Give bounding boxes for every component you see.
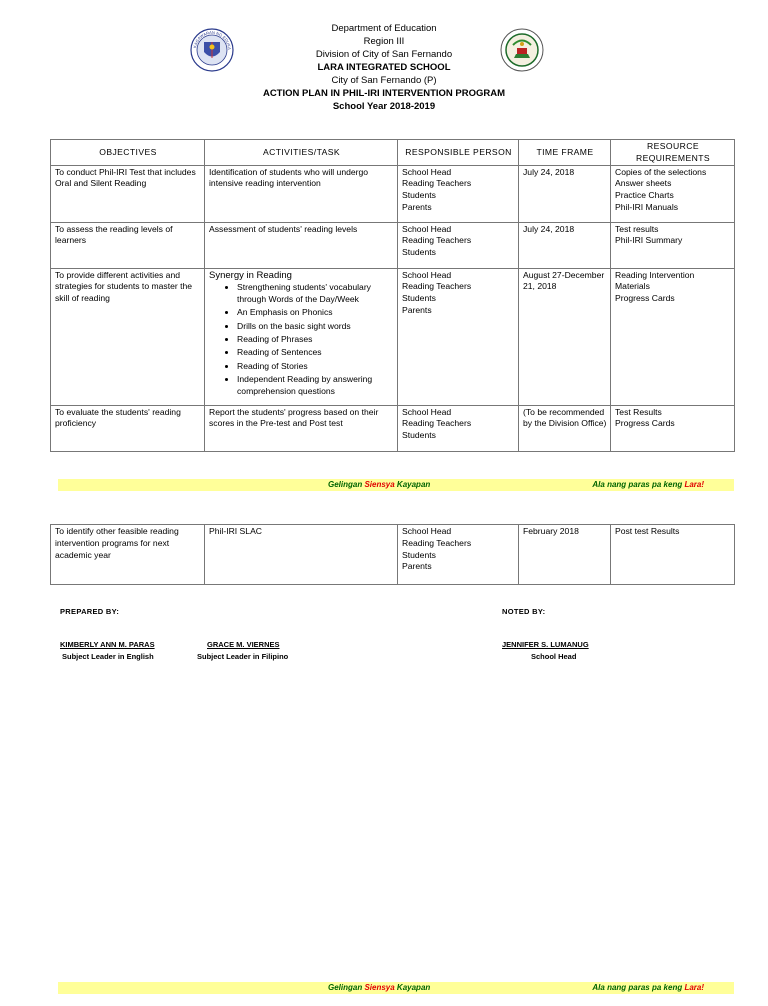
resource-item: Phil-IRI Manuals	[615, 201, 679, 212]
resources-cell	[611, 268, 735, 405]
table-row	[51, 222, 735, 268]
persons-cell	[398, 405, 519, 451]
division-line: Division of City of San Fernando	[315, 49, 453, 60]
footer-motto-part: Gelingan	[328, 983, 365, 992]
footer-slogan-part: Ala nang paras pa keng	[592, 480, 685, 489]
person-item: Reading Teachers	[402, 418, 472, 429]
footer-slogan-part: Ala nang paras pa keng	[592, 983, 685, 992]
signatory-name: GRACE M. VIERNES	[207, 640, 280, 649]
resource-item: Test results	[615, 223, 659, 234]
person-item: School Head	[402, 166, 452, 177]
noted-by-label: NOTED BY:	[502, 607, 546, 616]
resources-cell	[611, 165, 735, 222]
person-item: Parents	[402, 201, 432, 212]
objective-cell: To identify other feasible reading intervention programs for next academic year	[51, 525, 205, 585]
signatory-role: Subject Leader in English	[62, 652, 154, 661]
school-name: LARA INTEGRATED SCHOOL	[317, 62, 451, 73]
activity-cell: Assessment of students' reading levels	[205, 222, 398, 268]
document-header	[0, 22, 768, 113]
activity-bullet: • Independent Reading by answering comprehension questions	[237, 374, 394, 398]
signatory-role: School Head	[531, 652, 577, 661]
activity-bullet: • Reading of Sentences	[237, 347, 394, 359]
resource-item: Practice Charts	[615, 190, 674, 201]
document-title: ACTION PLAN IN PHIL-IRI INTERVENTION PROGRAM	[262, 88, 506, 99]
footer-slogan	[592, 480, 704, 489]
footer-motto	[328, 480, 430, 489]
signatory-name: JENNIFER S. LUMANUG	[502, 640, 589, 649]
persons-cell	[398, 525, 519, 585]
footer-motto-part: Kayapan	[394, 983, 431, 992]
person-item: School Head	[402, 223, 452, 234]
page-footer-band	[58, 982, 734, 994]
time-cell: July 24, 2018	[519, 165, 611, 222]
person-item: School Head	[402, 269, 452, 280]
footer-motto-accent: Siensya	[364, 480, 395, 489]
objective-cell: To assess the reading levels of learners	[51, 222, 205, 268]
deped-seal-icon	[190, 28, 234, 72]
region-line: Region III	[363, 36, 405, 47]
activity-bullet: • Reading of Phrases	[237, 334, 394, 346]
action-plan-table-continued	[50, 524, 735, 585]
resources-cell	[611, 525, 735, 585]
header-activities: ACTIVITIES/TASK	[205, 140, 398, 166]
objective-cell: To conduct Phil-IRI Test that includes Oral and Silent Reading	[51, 165, 205, 222]
activity-bullet-list	[209, 282, 394, 397]
person-item: Students	[402, 549, 436, 560]
footer-slogan-accent: Lara!	[684, 480, 704, 489]
objective-cell: To provide different activities and strategies for students to master the skill of reading	[51, 268, 205, 405]
footer-slogan-accent: Lara!	[684, 983, 704, 992]
city-line: City of San Fernando (P)	[331, 75, 437, 86]
signatory-name: KIMBERLY ANN M. PARAS	[60, 640, 155, 649]
resource-item: Post test Results	[615, 526, 680, 536]
resource-item: Progress Cards	[615, 293, 675, 304]
resources-cell	[611, 405, 735, 451]
header-objectives: OBJECTIVES	[51, 140, 205, 166]
table-row	[51, 268, 735, 405]
time-cell: August 27-December 21, 2018	[519, 268, 611, 405]
table-row	[51, 525, 735, 585]
table-row	[51, 165, 735, 222]
header-time-frame: TIME FRAME	[519, 140, 611, 166]
resources-cell	[611, 222, 735, 268]
activity-bullet: • An Emphasis on Phonics	[237, 307, 394, 319]
activity-title: Synergy in Reading	[209, 269, 292, 281]
footer-slogan	[592, 983, 704, 992]
activity-bullet: • Reading of Stories	[237, 361, 394, 373]
department-line: Department of Education	[331, 23, 437, 34]
prepared-by-label: PREPARED BY:	[60, 607, 120, 616]
activity-cell: Phil-IRI SLAC	[205, 525, 398, 585]
activity-cell: Report the students' progress based on their scores in the Pre-test and Post test	[205, 405, 398, 451]
person-item: Reading Teachers	[402, 537, 472, 548]
time-cell: (To be recommended by the Division Office)	[519, 405, 611, 451]
footer-motto-accent: Siensya	[364, 983, 395, 992]
action-plan-table	[50, 139, 735, 452]
time-cell: February 2018	[519, 525, 611, 585]
footer-motto	[328, 983, 430, 992]
person-item: Reading Teachers	[402, 235, 472, 246]
footer-motto-part: Kayapan	[394, 480, 431, 489]
person-item: Reading Teachers	[402, 281, 472, 292]
resource-item: Progress Cards	[615, 418, 675, 429]
svg-text:KAGAWARAN NG EDUKASYON: KAGAWARAN NG EDUKA	[192, 29, 233, 51]
person-item: Parents	[402, 561, 432, 572]
person-item: Students	[402, 430, 436, 441]
school-year: School Year 2018-2019	[332, 101, 436, 112]
signatory-role: Subject Leader in Filipino	[197, 652, 289, 661]
page-footer-band	[58, 479, 734, 491]
school-seal-icon	[500, 28, 544, 72]
resource-item: Answer sheets	[615, 178, 672, 189]
header-responsible-person: RESPONSIBLE PERSON	[398, 140, 519, 166]
footer-motto-part: Gelingan	[328, 480, 365, 489]
persons-cell	[398, 222, 519, 268]
table-header-row	[51, 140, 735, 166]
resource-item: Phil-IRI Summary	[615, 235, 683, 246]
person-item: Reading Teachers	[402, 178, 472, 189]
persons-cell	[398, 165, 519, 222]
activity-cell: Identification of students who will undergo intensive reading intervention	[205, 165, 398, 222]
activity-bullet: • Drills on the basic sight words	[237, 321, 394, 333]
time-cell: July 24, 2018	[519, 222, 611, 268]
resource-item: Reading Intervention Materials	[615, 269, 695, 292]
person-item: Students	[402, 247, 436, 258]
person-item: School Head	[402, 526, 452, 536]
activity-bullet: • Strengthening students' vocabulary through Words of the Day/Week	[237, 282, 394, 306]
person-item: Students	[402, 293, 436, 304]
person-item: School Head	[402, 406, 452, 417]
resource-item: Test Results	[615, 406, 662, 417]
activity-cell	[205, 268, 398, 405]
objective-cell: To evaluate the students' reading proficiency	[51, 405, 205, 451]
person-item: Parents	[402, 304, 432, 315]
table-row	[51, 405, 735, 451]
header-resource-requirements: RESOURCE REQUIREMENTS	[611, 140, 735, 166]
person-item: Students	[402, 190, 436, 201]
resource-item: Copies of the selections	[615, 166, 707, 177]
persons-cell	[398, 268, 519, 405]
